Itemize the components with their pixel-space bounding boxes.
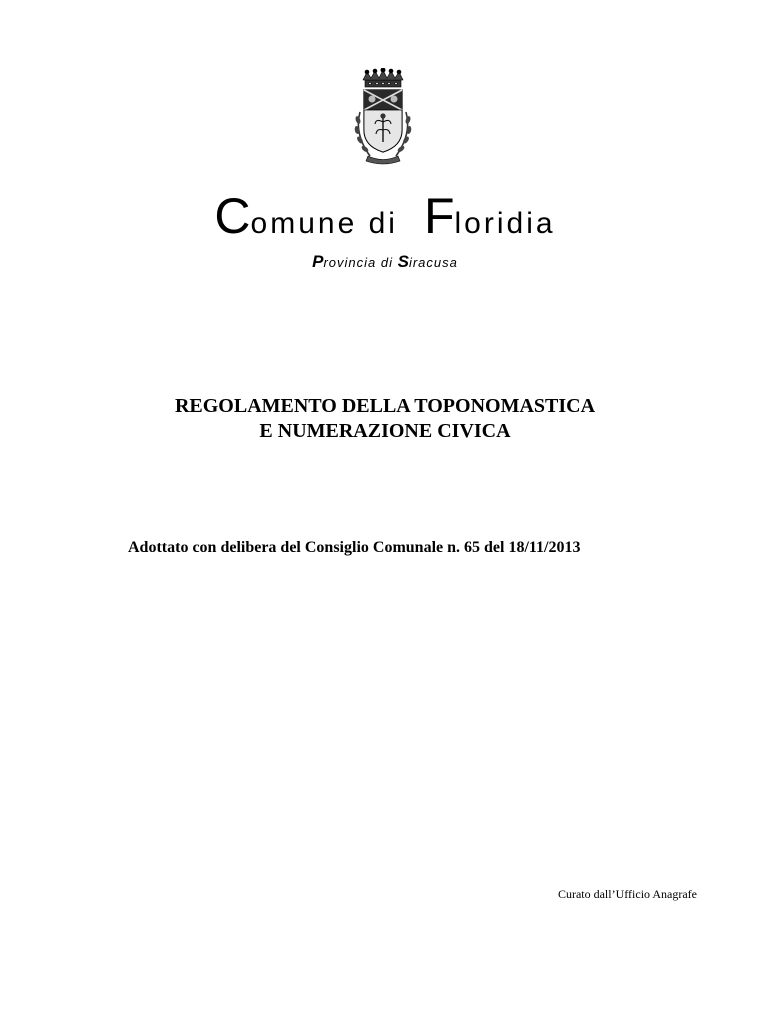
- regulation-title-line2: E NUMERAZIONE CIVICA: [259, 420, 511, 442]
- municipality-initial-f: F: [423, 188, 455, 244]
- municipality-initial-c: C: [214, 188, 251, 244]
- municipality-name: [0, 188, 770, 244]
- coat-of-arms-icon: [348, 68, 418, 168]
- province-initial-s: S: [397, 252, 409, 271]
- province-initial-p: P: [312, 252, 324, 271]
- province-connector-di: di: [380, 255, 393, 270]
- regulation-title-line1: REGOLAMENTO DELLA TOPONOMASTICA: [174, 395, 596, 417]
- municipality-connector: [357, 207, 368, 240]
- province-word-provincia: rovincia: [323, 255, 377, 270]
- province-name: [0, 252, 770, 272]
- adoption-statement: Adottato con delibera del Consiglio Comunale n. 65 del 18/11/2013: [128, 539, 581, 556]
- province-word-siracusa: iracusa: [408, 255, 458, 270]
- curator-note: Curato dall’Ufficio Anagrafe: [557, 887, 697, 901]
- municipality-connector-di: di: [368, 207, 398, 240]
- municipality-word-comune: omune: [250, 207, 358, 240]
- regulation-title: [0, 394, 770, 444]
- municipality-word-floridia: loridia: [454, 207, 556, 240]
